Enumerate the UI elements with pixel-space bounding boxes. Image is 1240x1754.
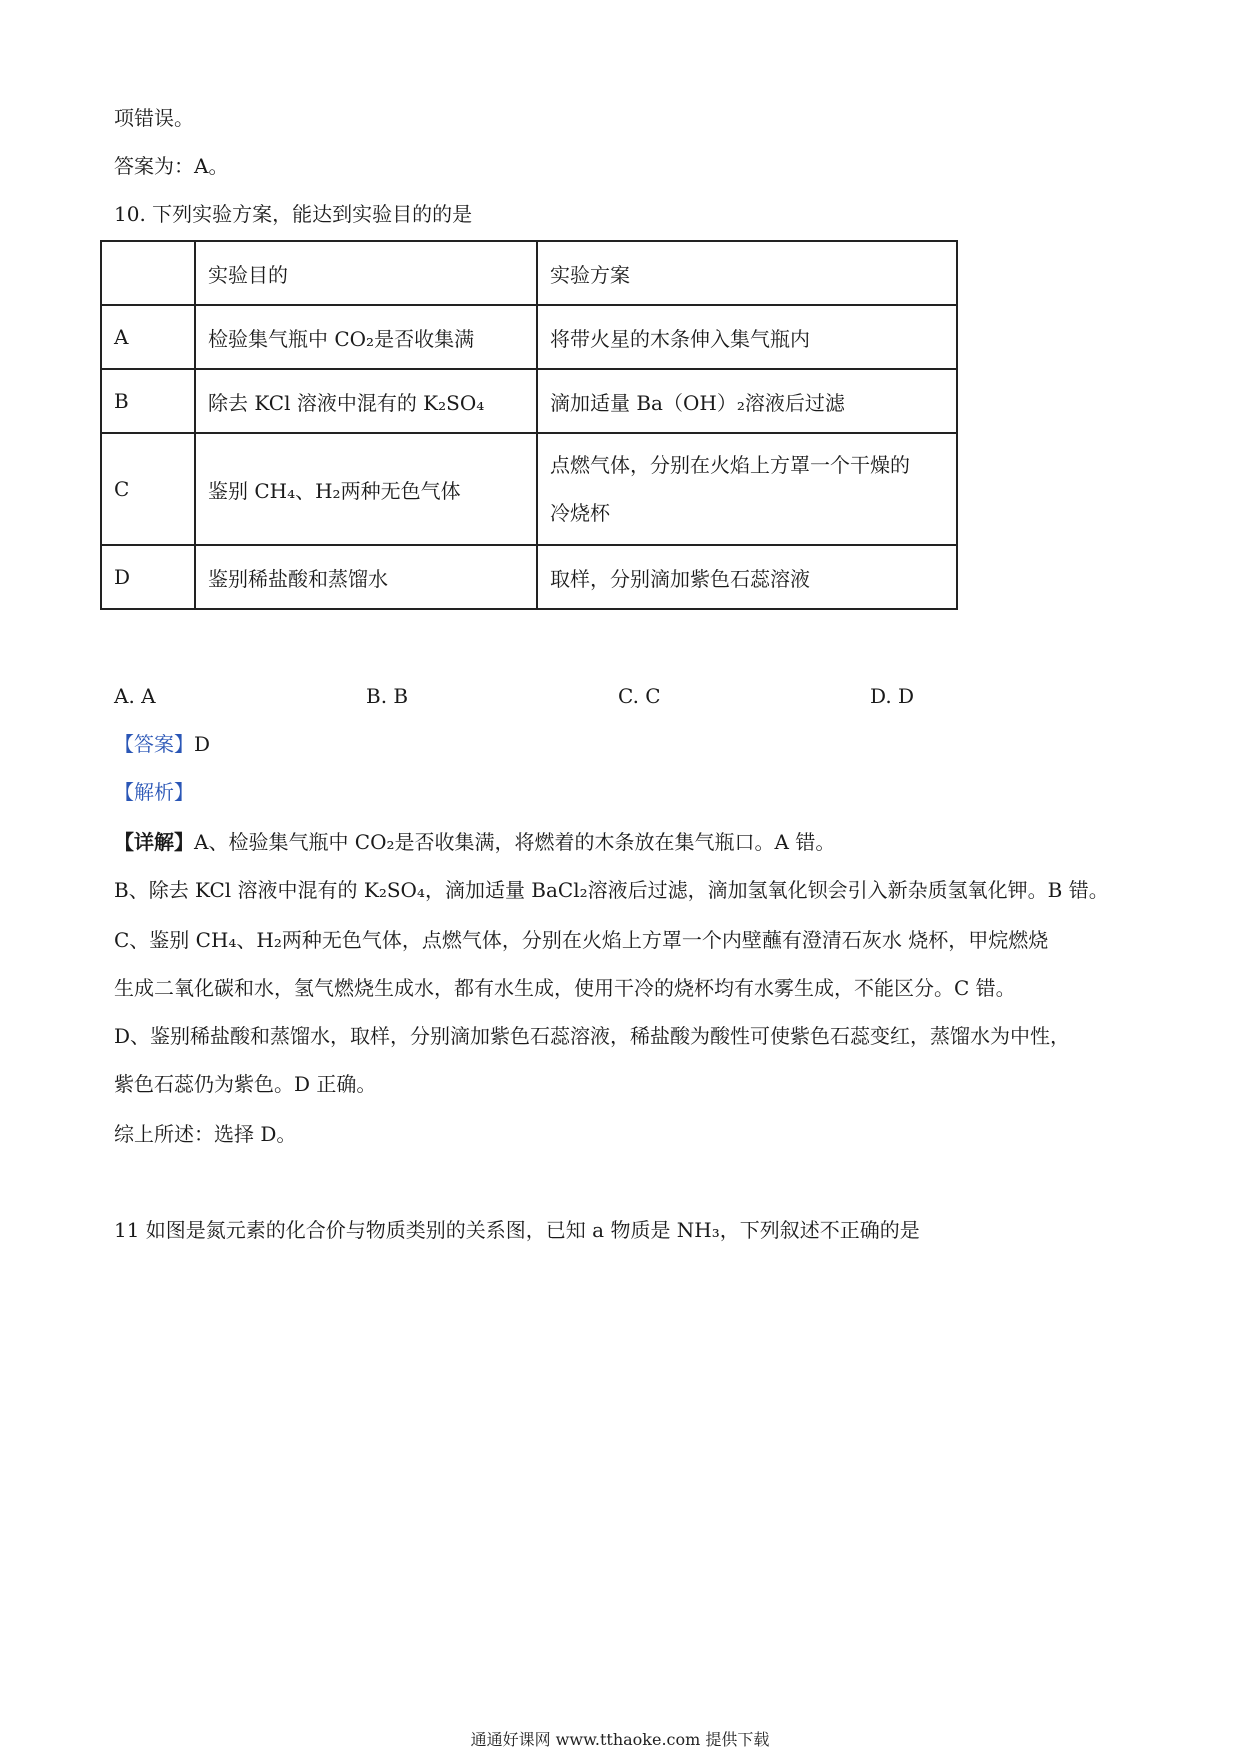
table-row (101, 545, 957, 609)
row-plan-line: 点燃气体，分别在火焰上方罩一个干燥的 (550, 453, 910, 477)
row-label: C (101, 433, 195, 545)
page-footer: 通通好课网 www.tthaoke.com 提供下载 (470, 1730, 770, 1749)
detail-line-d2: 紫色石蕊仍为紫色。D 正确。 (114, 1072, 377, 1096)
table-header-cell (101, 241, 195, 305)
table-row (101, 369, 957, 433)
question-11: 11 如图是氮元素的化合价与物质类别的关系图，已知 a 物质是 NH₃，下列叙述不正确的是 (114, 1218, 920, 1242)
answer-line (114, 730, 210, 758)
detail-summary: 综上所述：选择 D。 (114, 1122, 297, 1146)
table-header-row (101, 241, 957, 305)
row-plan-line: 冷烧杯 (550, 501, 610, 525)
detail-line-c1: C、鉴别 CH₄、H₂两种无色气体，点燃气体，分别在火焰上方罩一个内壁蘸有澄清石灰水 烧杯，甲烷燃烧 (114, 928, 1049, 952)
row-plan: 取样，分别滴加紫色石蕊溶液 (537, 545, 957, 609)
detail-text: A、检验集气瓶中 CO₂是否收集满，将燃着的木条放在集气瓶口。A 错。 (194, 830, 836, 854)
analysis-tag: 【解析】 (114, 780, 194, 804)
detail-line-b: B、除去 KCl 溶液中混有的 K₂SO₄，滴加适量 BaCl₂溶液后过滤，滴加氢氧化钡会引入新杂质氢氧化钾。B 错。 (114, 878, 1109, 902)
experiment-table (100, 240, 958, 610)
table-row (101, 305, 957, 369)
option-b: B. B (366, 684, 409, 708)
line-prev-wrong: 项错误。 (114, 106, 194, 130)
row-plan: 滴加适量 Ba（OH）₂溶液后过滤 (537, 369, 957, 433)
answer-value: D (194, 732, 211, 756)
row-plan: 将带火星的木条伸入集气瓶内 (537, 305, 957, 369)
answer-tag: 【答案】 (114, 732, 194, 756)
row-plan (537, 433, 957, 545)
question-10: 10. 下列实验方案，能达到实验目的的是 (114, 202, 473, 226)
row-goal: 鉴别稀盐酸和蒸馏水 (195, 545, 537, 609)
table-header-plan: 实验方案 (537, 241, 957, 305)
table-row (101, 433, 957, 545)
detail-line-a (114, 828, 835, 856)
row-label: B (101, 369, 195, 433)
row-goal: 检验集气瓶中 CO₂是否收集满 (195, 305, 537, 369)
row-label: A (101, 305, 195, 369)
table-header-goal: 实验目的 (195, 241, 537, 305)
option-d: D. D (870, 684, 915, 708)
row-label: D (101, 545, 195, 609)
detail-line-d1: D、鉴别稀盐酸和蒸馏水，取样，分别滴加紫色石蕊溶液，稀盐酸为酸性可使紫色石蕊变红，蒸馏水为中性， (114, 1024, 1071, 1048)
option-a: A. A (114, 684, 156, 708)
option-c: C. C (618, 684, 661, 708)
detail-tag: 【详解】 (114, 830, 194, 854)
row-goal: 除去 KCl 溶液中混有的 K₂SO₄ (195, 369, 537, 433)
line-answer-prev: 答案为：A。 (114, 154, 229, 178)
detail-line-c2: 生成二氧化碳和水，氢气燃烧生成水，都有水生成，使用干冷的烧杯均有水雾生成，不能区分。C 错。 (114, 976, 1016, 1000)
row-goal: 鉴别 CH₄、H₂两种无色气体 (195, 433, 537, 545)
